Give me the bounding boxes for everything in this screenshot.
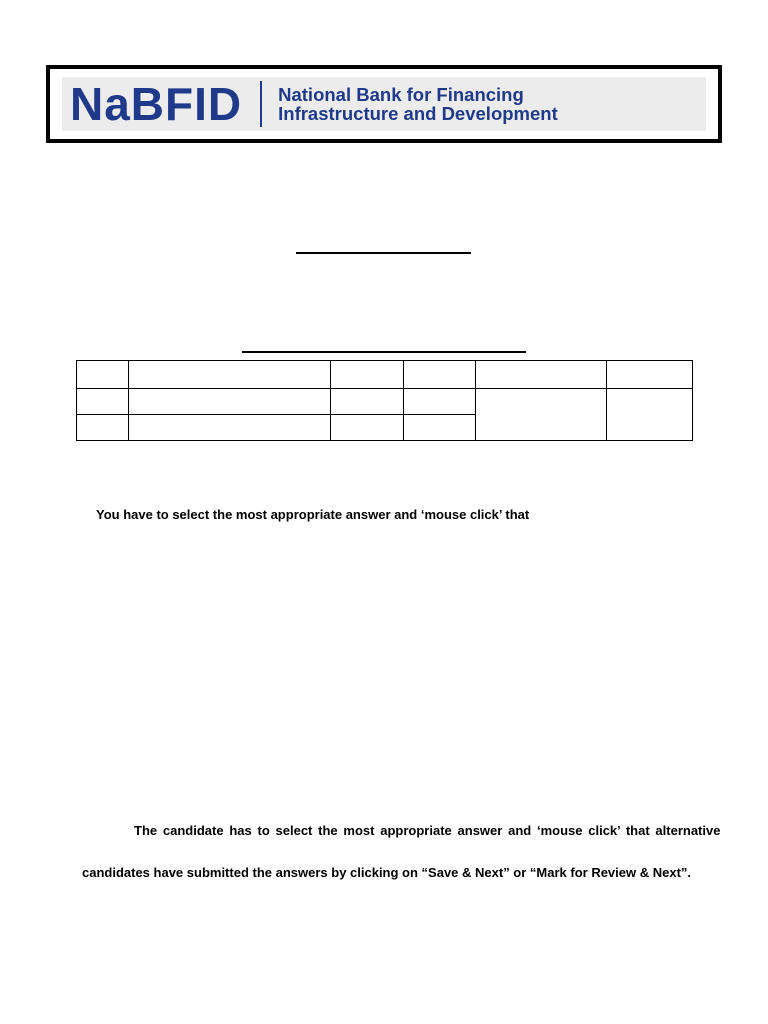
logo-line-1: National Bank for Financing — [278, 84, 524, 105]
table-cell — [331, 389, 404, 415]
table-cell — [404, 415, 476, 441]
instruction-line-3: candidates have submitted the answers by clicking on “Save & Next” or “Mark for Review & Next”. — [82, 865, 692, 880]
table-cell — [77, 361, 129, 389]
table-heading-underline — [242, 351, 526, 353]
table-cell-merged — [607, 389, 693, 441]
logo-banner — [46, 65, 722, 143]
table-cell — [129, 361, 331, 389]
table-cell — [129, 389, 331, 415]
table-cell — [129, 415, 331, 441]
table-cell — [476, 361, 607, 389]
title-underline — [296, 252, 471, 254]
logo-panel — [62, 77, 706, 131]
logo-line-2: Infrastructure and Development — [278, 103, 558, 124]
table-cell — [404, 361, 476, 389]
instruction-line-1: You have to select the most appropriate answer and ‘mouse click’ that — [96, 507, 530, 522]
table-row — [77, 389, 693, 415]
table-cell — [77, 415, 129, 441]
instruction-line-2: The candidate has to select the most appropriate answer and ‘mouse click’ that alternative — [134, 823, 721, 838]
table-cell — [331, 415, 404, 441]
table-cell — [404, 389, 476, 415]
schedule-table — [76, 360, 693, 441]
logo-text — [278, 85, 558, 123]
logo-mark: NaBFID — [70, 78, 243, 130]
table-cell-merged — [476, 389, 607, 441]
table-row — [77, 361, 693, 389]
table-cell — [77, 389, 129, 415]
logo-divider — [260, 81, 262, 127]
table-cell — [607, 361, 693, 389]
table-cell — [331, 361, 404, 389]
